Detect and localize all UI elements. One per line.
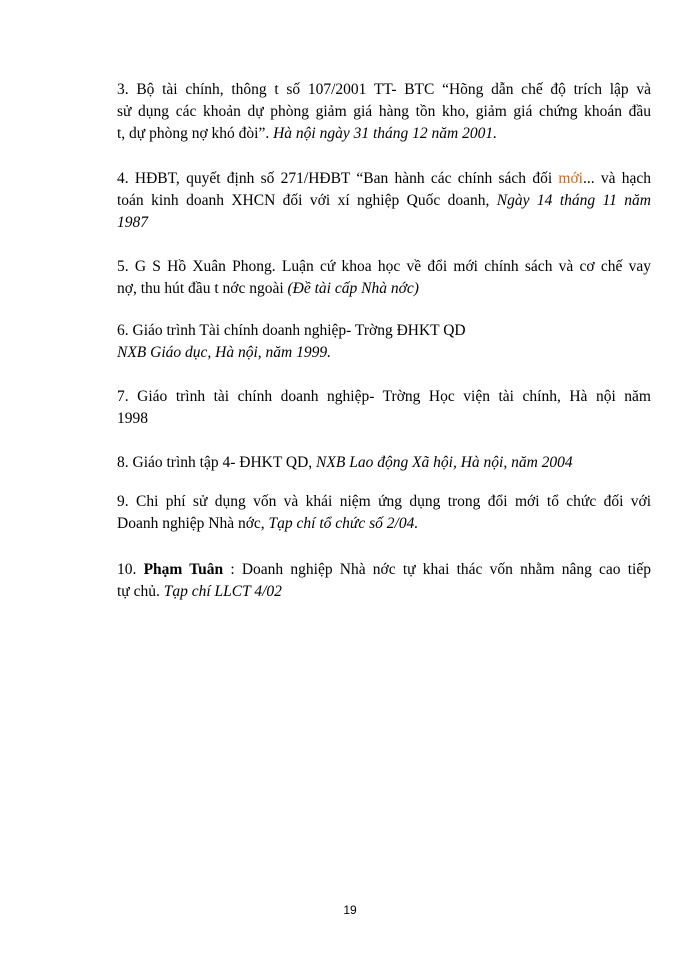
reference-item-9	[117, 491, 651, 535]
reference-italic-source: Ngày 14 tháng 11 năm	[496, 192, 651, 209]
reference-line: 9. Chi phí sử dụng vốn và khái niệm ứng dụng trong đổi mới tổ chức đối với	[117, 493, 651, 510]
reference-line: sử dụng các khoản dự phòng giảm giá hàng tồn kho, giảm giá chứng khoán đầu	[117, 103, 651, 120]
reference-line: 3. Bộ tài chính, thông t số 107/2001 TT- BTC “Hõng dẫn chế độ trích lập và	[117, 81, 651, 98]
reference-italic-source: Tạp chí tổ chức số 2/04.	[268, 515, 419, 532]
reference-author: Phạm Tuân	[143, 561, 224, 578]
reference-italic-source: Hà nội ngày 31 tháng 12 năm 2001.	[273, 125, 497, 142]
reference-line: nợ, thu hút đầu t nớc ngoài (Đề tài cấp Nhà nớc)	[117, 280, 419, 297]
reference-italic-source: NXB Lao động Xã hội, Hà nội, năm 2004	[316, 454, 573, 471]
reference-line: 6. Giáo trình Tài chính doanh nghiệp- Trờng ĐHKT QD	[117, 322, 466, 339]
reference-item-3	[117, 79, 651, 145]
reference-line: 4. HĐBT, quyết định số 271/HĐBT “Ban hành các chính sách đối mới... và hạch	[117, 170, 652, 187]
reference-line: t, dự phòng nợ khó đòi”. Hà nội ngày 31 tháng 12 năm 2001.	[117, 125, 497, 142]
reference-italic-source: Tạp chí LLCT 4/02	[163, 583, 282, 600]
reference-italic-source: NXB Giáo dục, Hà nội, năm 1999.	[117, 344, 331, 361]
reference-item-6	[117, 320, 651, 364]
reference-line: 8. Giáo trình tập 4- ĐHKT QD, NXB Lao động Xã hội, Hà nội, năm 2004	[117, 454, 573, 471]
reference-item-10	[117, 559, 651, 603]
reference-item-4	[117, 168, 651, 234]
reference-line: 1987	[117, 214, 148, 231]
reference-line: toán kinh doanh XHCN đối với xí nghiệp Quốc doanh, Ngày 14 tháng 11 năm	[117, 192, 651, 209]
page-number: 19	[343, 903, 357, 917]
reference-line: Doanh nghiệp Nhà nớc, Tạp chí tổ chức số 2/04.	[117, 515, 419, 532]
reference-item-8	[117, 452, 651, 474]
reference-line: tự chủ. Tạp chí LLCT 4/02	[117, 583, 282, 600]
reference-line: 1998	[117, 410, 148, 427]
reference-line: 5. G S Hồ Xuân Phong. Luận cứ khoa học về đổi mới chính sách và cơ chế vay	[117, 258, 651, 275]
reference-item-7	[117, 386, 651, 430]
reference-item-5	[117, 256, 651, 300]
reference-line: 10. Phạm Tuân : Doanh nghiệp Nhà nớc tự khai thác vốn nhằm nâng cao tiếp	[117, 561, 651, 578]
reference-italic-source: (Đề tài cấp Nhà nớc)	[287, 280, 419, 297]
highlighted-word: mới	[558, 170, 583, 187]
reference-line: 7. Giáo trình tài chính doanh nghiệp- Trờng Học viện tài chính, Hà nội năm	[117, 388, 651, 405]
